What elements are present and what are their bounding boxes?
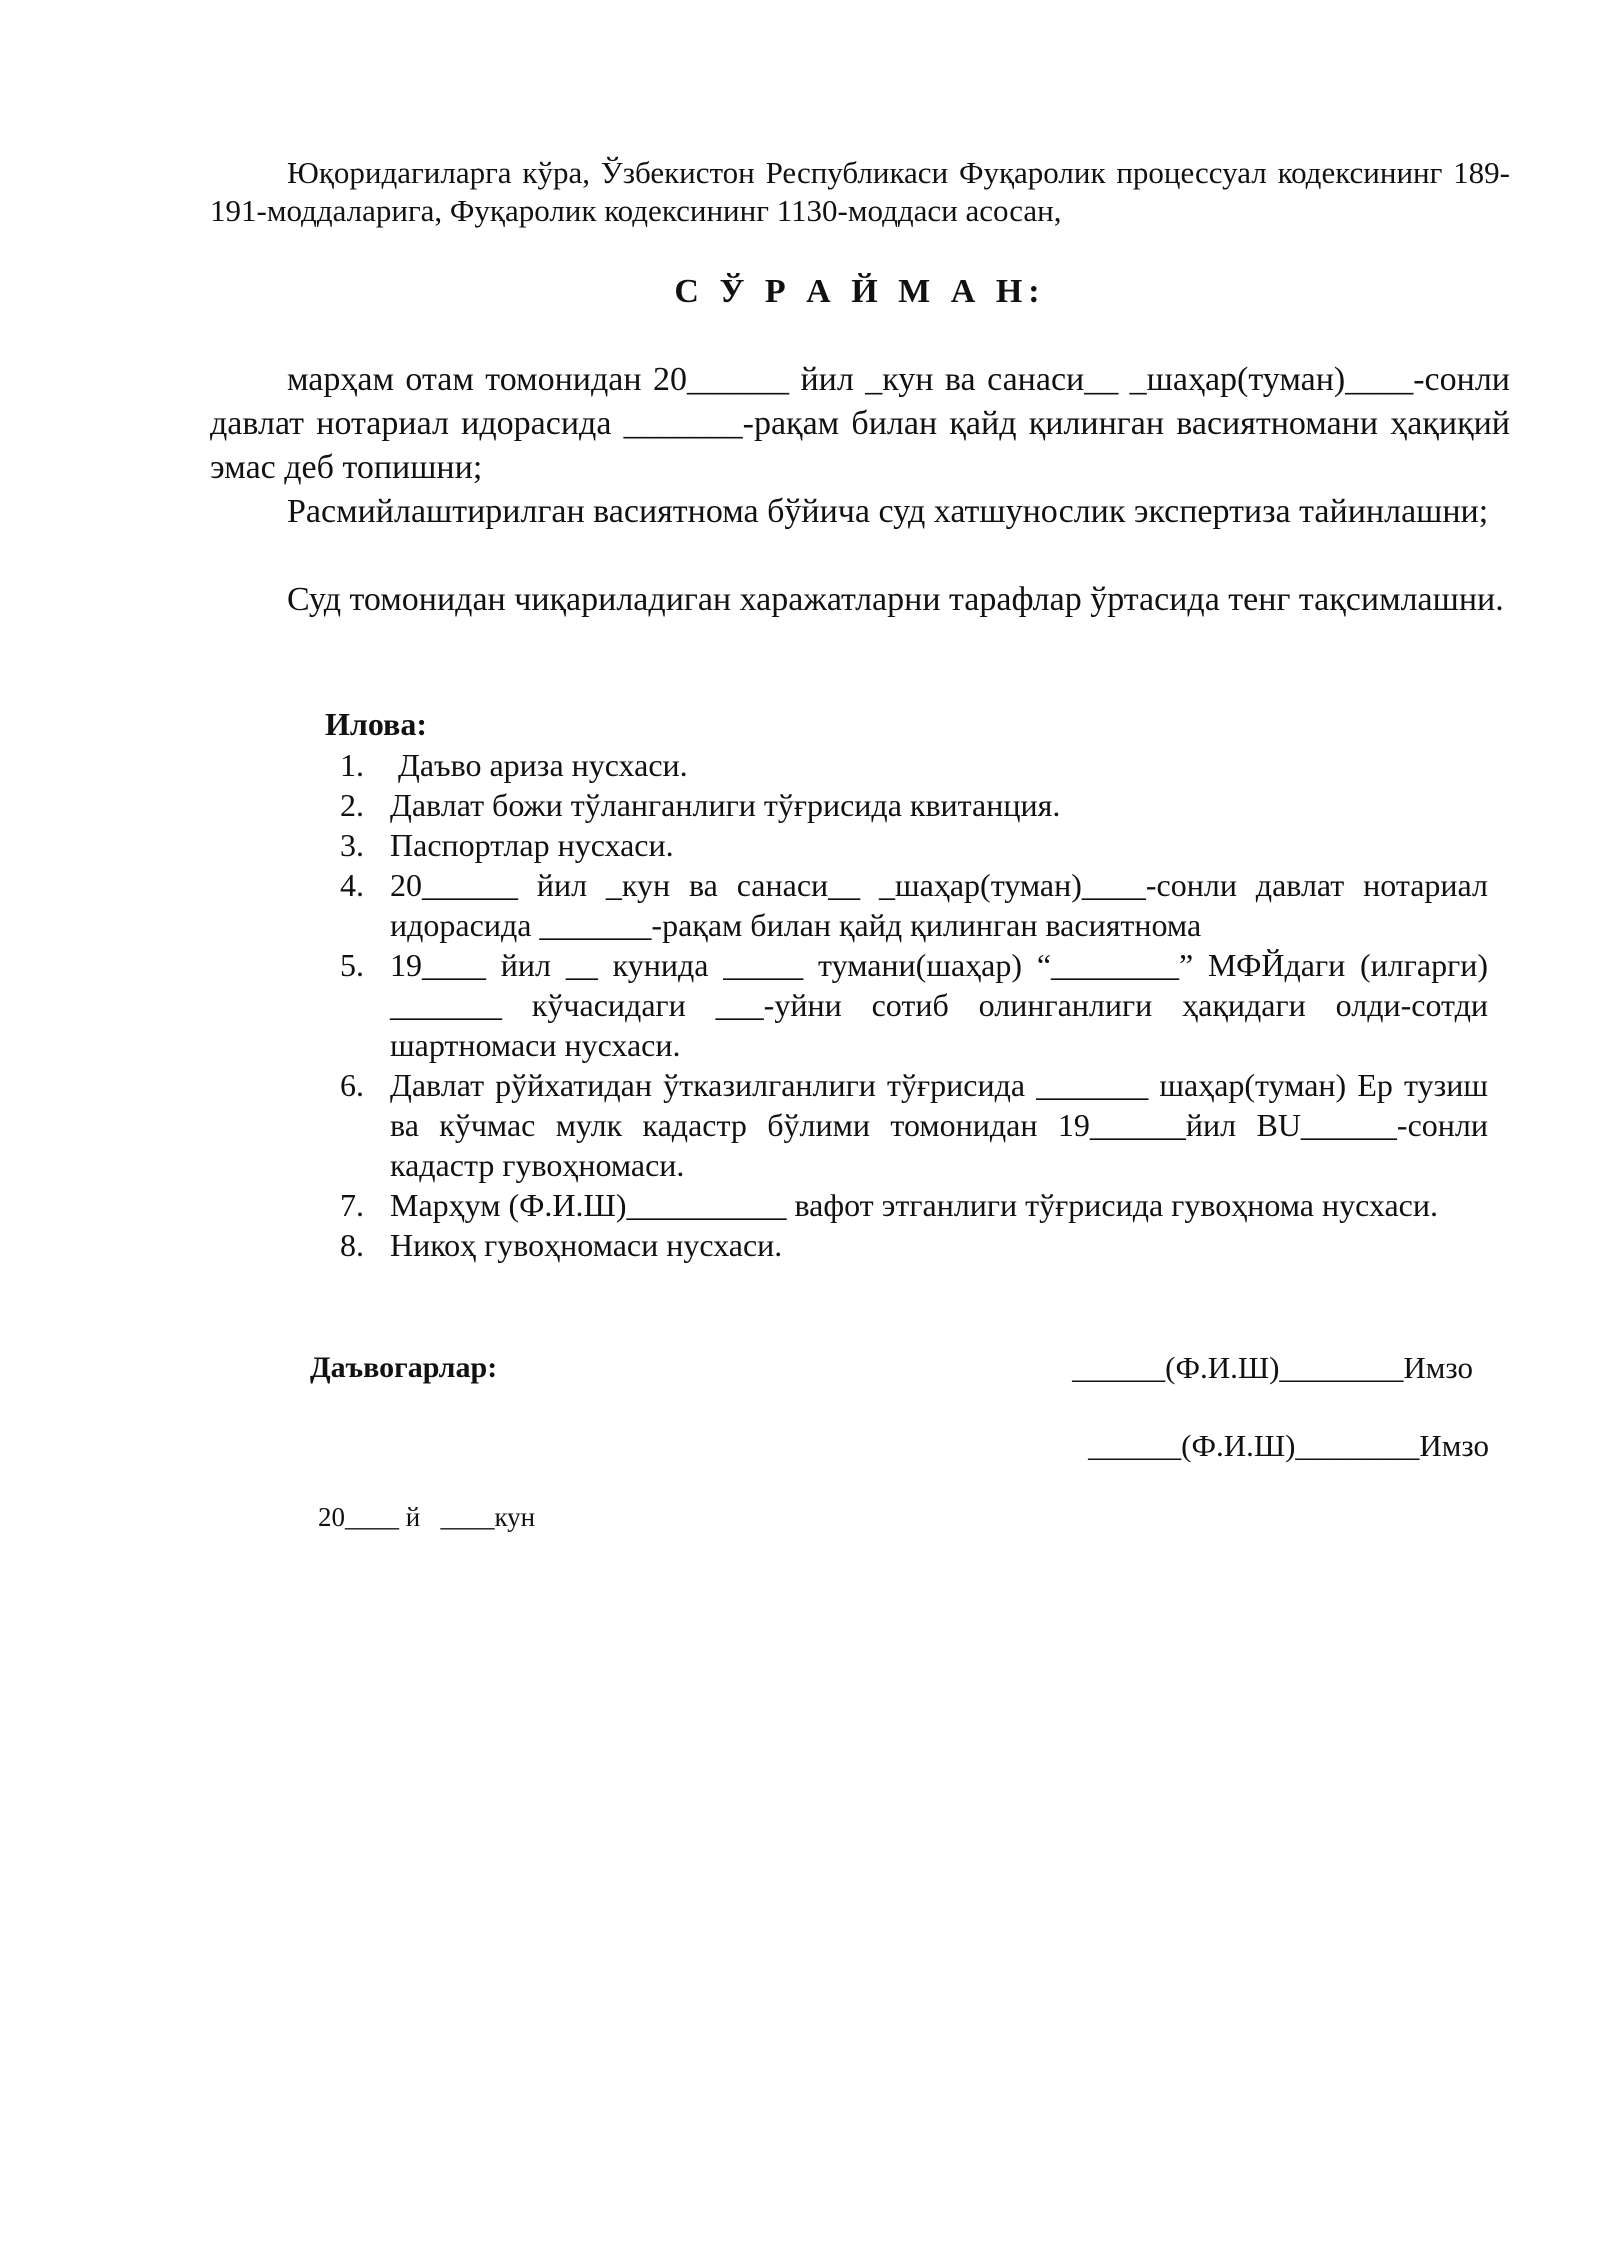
appendix-item-number: 7.: [340, 1187, 364, 1223]
appendix-item-5: [340, 945, 1488, 1065]
appendix-list: [340, 745, 1488, 1265]
appendix-item-text: 19____ йил __ кунида _____ тумани(шаҳар) “________” МФЙдаги (илгарги) _______ кўчасидаги ___-уйни сотиб олинганлиги ҳақидаги олди-сотди шартномаси нусхаси.: [390, 947, 1488, 1063]
appendix-item-text: Паспортлар нусхаси.: [390, 827, 674, 863]
request-item-3: Суд томонидан чиқариладиган харажатларни тарафлар ўртасида тенг тақсимлашни.: [287, 581, 1504, 618]
request-item-1: марҳам отам томонидан 20______ йил _кун ва санаси__ _шаҳар(туман)____-сонли давлат нотариал идорасида _______-рақам билан қайд қилинган васиятномани ҳақиқий эмас деб топишни;: [210, 361, 1510, 486]
appendix-item-text: Давлат божи тўланганлиги тўғрисида квитанция.: [390, 787, 1061, 823]
signature-line-1: ______(Ф.И.Ш)________Имзо: [1072, 1350, 1473, 1385]
appendix-item-number: 2.: [340, 787, 364, 823]
appendix-item-7: [340, 1185, 1488, 1225]
date-line: 20____ й ____кун: [318, 1502, 536, 1532]
appendix-item-text: 20______ йил _кун ва санаси__ _шаҳар(туман)____-сонли давлат нотариал идорасида _______-рақам билан қайд қилинган васиятнома: [390, 867, 1488, 943]
appendix-title: Илова:: [325, 706, 427, 742]
plaintiffs-label: Даъвогарлар:: [310, 1351, 498, 1384]
appendix-item-number: 3.: [340, 827, 364, 863]
appendix-item-text: Давлат рўйхатидан ўтказилганлиги тўғрисида _______ шаҳар(туман) Ер тузиш ва кўчмас мулк кадастр бўлими томонидан 19______йил BU______-сонли кадастр гувоҳномаси.: [390, 1067, 1488, 1183]
appendix-item-number: 6.: [340, 1067, 364, 1103]
appendix-item-6: [340, 1065, 1488, 1185]
appendix-item-4: [340, 865, 1488, 945]
appendix-item-number: 4.: [340, 867, 364, 903]
appendix-item-number: 1.: [340, 747, 364, 783]
appendix-item-3: [340, 825, 1488, 865]
request-item-2: Расмийлаштирилган васиятнома бўйича суд хатшунослик экспертиза тайинлашни;: [287, 493, 1489, 530]
appendix-item-8: [340, 1225, 1488, 1265]
appendix-item-text: Даъво ариза нусхаси.: [390, 747, 688, 783]
appendix-item-2: [340, 785, 1488, 825]
intro-paragraph: Юқоридагиларга кўра, Ўзбекистон Республикаси Фуқаролик процессуал кодексининг 189-191-моддаларига, Фуқаролик кодексининг 1130-моддаси асосан,: [210, 155, 1510, 228]
request-heading: С Ў Р А Й М А Н:: [674, 273, 1046, 310]
appendix-item-text: Никоҳ гувоҳномаси нусхаси.: [390, 1227, 783, 1263]
signature-line-2: ______(Ф.И.Ш)________Имзо: [1088, 1428, 1489, 1463]
appendix-item-number: 5.: [340, 947, 364, 983]
appendix-item-number: 8.: [340, 1227, 364, 1263]
appendix-item-text: Марҳум (Ф.И.Ш)__________ вафот этганлиги тўғрисида гувоҳнома нусхаси.: [390, 1187, 1438, 1223]
appendix-item-1: [340, 745, 1488, 785]
